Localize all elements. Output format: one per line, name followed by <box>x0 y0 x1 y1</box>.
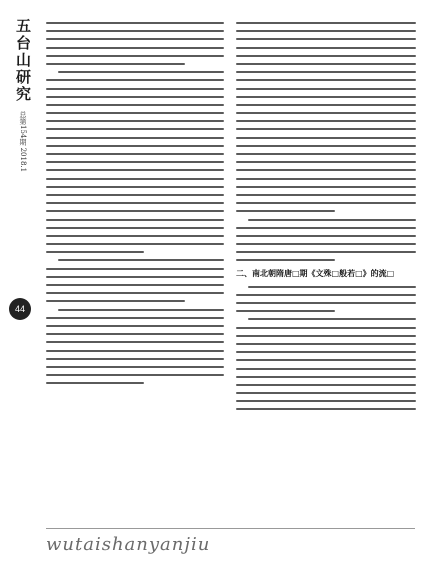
paragraph <box>236 286 416 313</box>
footer-rule <box>46 528 415 529</box>
journal-title: 五台山研究 <box>14 18 32 103</box>
left-column <box>46 22 224 390</box>
footer-script: wutaishanyanjiu <box>46 534 211 555</box>
paragraph <box>236 219 416 262</box>
paragraph <box>46 71 224 253</box>
paragraph <box>236 318 416 410</box>
right-column <box>236 22 416 417</box>
paragraph <box>46 309 224 385</box>
paragraph <box>46 22 224 65</box>
page-number: 44 <box>9 298 31 320</box>
paragraph <box>46 259 224 302</box>
journal-spine <box>8 18 38 172</box>
section-heading: 二、南北朝隋唐□期《文殊□般若□》的流□ <box>236 267 395 278</box>
issue-info: 总第154期 2018.1 <box>19 111 27 173</box>
paragraph <box>236 22 416 212</box>
